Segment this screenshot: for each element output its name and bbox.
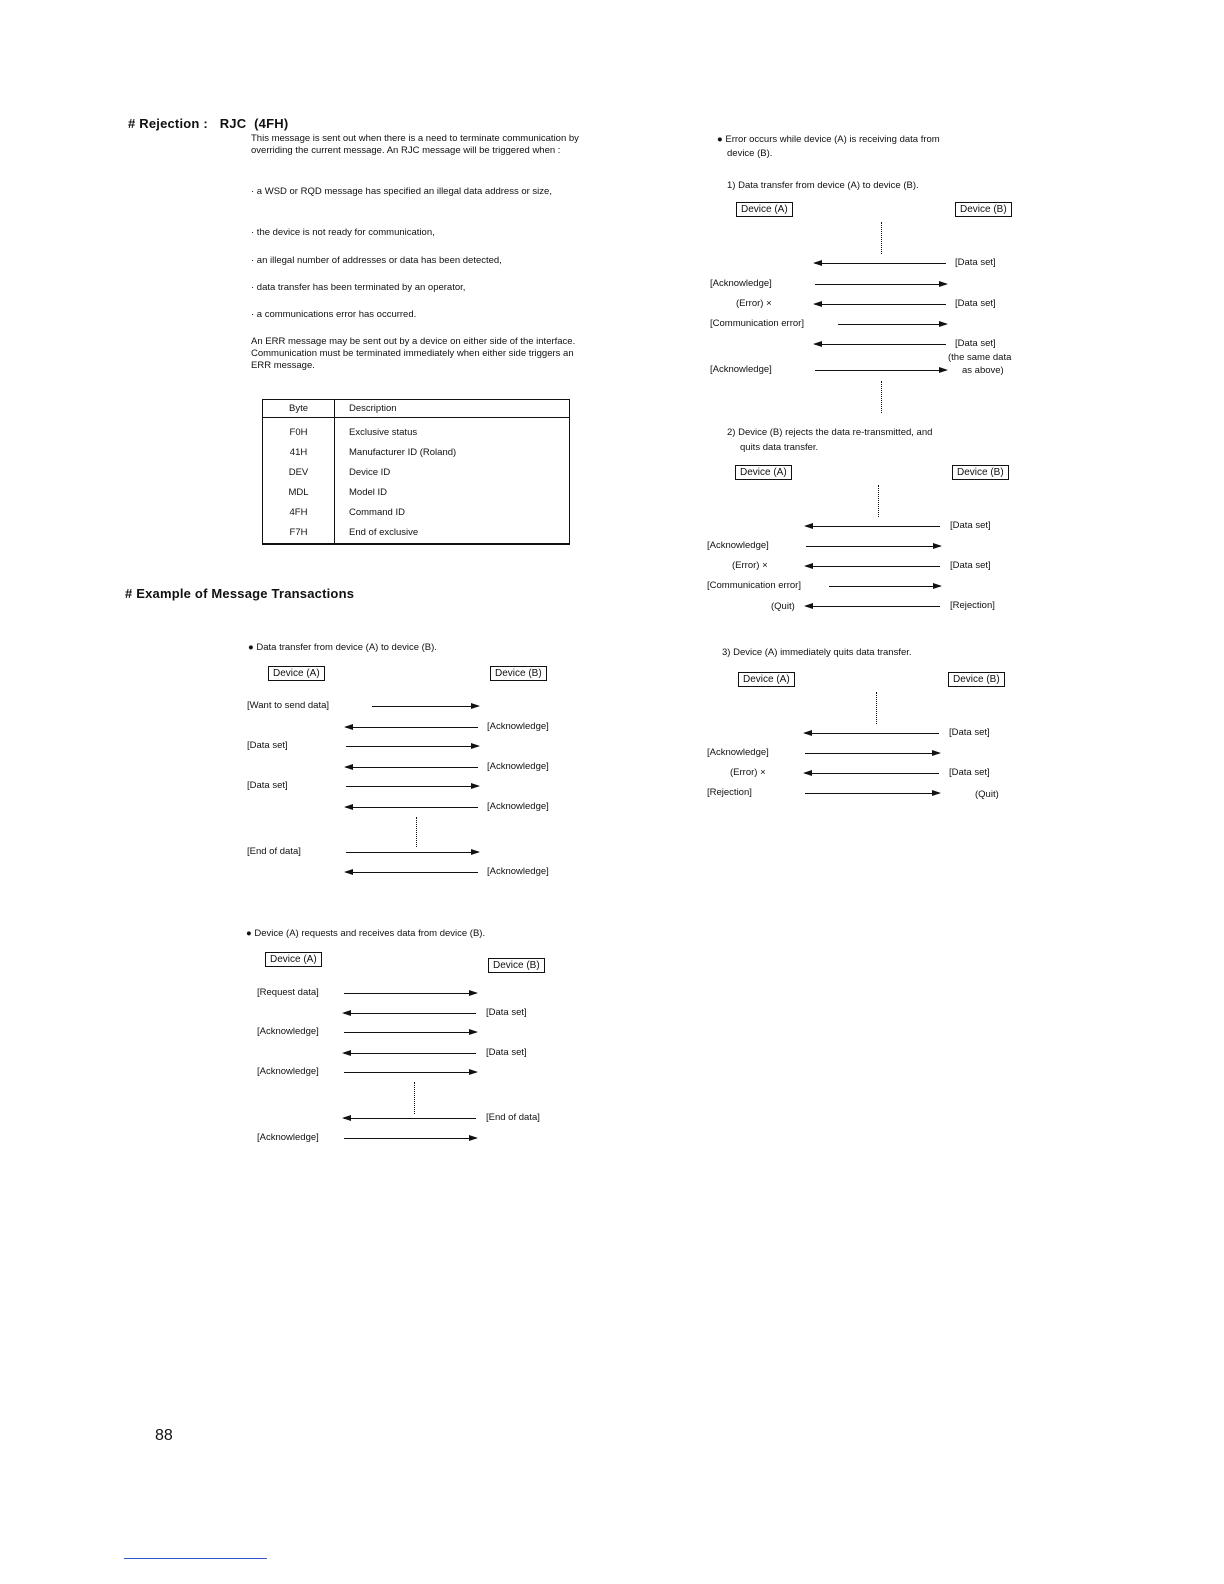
footer-rule — [124, 1558, 267, 1559]
d4-label-quit: (Quit) — [771, 601, 795, 612]
err-note: An ERR message may be sent out by a device on either side of the interface. Communication must be terminated immediately when either side triggers an ERR message. — [251, 336, 576, 371]
d1-arrow-left-4 — [346, 872, 478, 873]
d3-continuation-dots-top — [881, 222, 882, 254]
table-header-byte: Byte — [263, 400, 335, 418]
d4-label-data-set-1: [Data set] — [950, 520, 991, 531]
d5-label-quit: (Quit) — [975, 789, 999, 800]
d2-label-acknowledge-3: [Acknowledge] — [257, 1132, 319, 1143]
d4-arrow-right-2 — [829, 586, 940, 587]
d1-label-acknowledge-3: [Acknowledge] — [487, 801, 549, 812]
d1-label-acknowledge-1: [Acknowledge] — [487, 721, 549, 732]
table-cell-byte: 41H — [263, 443, 335, 463]
d4-label-rejection: [Rejection] — [950, 600, 995, 611]
table-row — [263, 463, 570, 483]
table-row — [263, 503, 570, 523]
d5-label-data-set-2: [Data set] — [949, 767, 990, 778]
d3-label-same-data: (the same data — [948, 352, 1012, 363]
rejection-bullet-1: · a WSD or RQD message has specified an illegal data address or size, — [251, 186, 552, 197]
d5-arrow-left-2 — [805, 773, 939, 774]
d4-device-b-box: Device (B) — [952, 465, 1009, 480]
d3-device-a-box: Device (A) — [736, 202, 793, 217]
d4-label-error: (Error) × — [732, 560, 768, 571]
d2-continuation-dots — [414, 1082, 415, 1114]
table-header-row — [263, 400, 570, 418]
d2-label-request-data: [Request data] — [257, 987, 319, 998]
d2-label-data-set-2: [Data set] — [486, 1047, 527, 1058]
d4-arrow-right-1 — [806, 546, 940, 547]
d4-continuation-dots — [878, 485, 879, 517]
rejection-bullet-4: · data transfer has been terminated by an operator, — [251, 282, 466, 293]
d3-subcaption: 1) Data transfer from device (A) to device (B). — [727, 180, 919, 191]
d2-label-acknowledge-2: [Acknowledge] — [257, 1066, 319, 1077]
rejection-heading-hex: (4FH) — [254, 116, 289, 131]
table-cell-byte: MDL — [263, 483, 335, 503]
d5-device-b-box: Device (B) — [948, 672, 1005, 687]
d3-label-acknowledge-1: [Acknowledge] — [710, 278, 772, 289]
rejection-intro: This message is sent out when there is a need to terminate communication by overriding the current message. An RJC message will be triggered when : — [251, 133, 579, 156]
d5-label-acknowledge: [Acknowledge] — [707, 747, 769, 758]
d3-continuation-dots-bottom — [881, 381, 882, 413]
d1-device-b-box: Device (B) — [490, 666, 547, 681]
page-number: 88 — [155, 1427, 173, 1444]
d3-arrow-right-3 — [815, 370, 946, 371]
d1-arrow-right-3 — [346, 786, 478, 787]
table-header-description: Description — [335, 400, 570, 418]
d5-device-a-box: Device (A) — [738, 672, 795, 687]
d2-device-a-box: Device (A) — [265, 952, 322, 967]
d3-label-as-above: as above) — [962, 365, 1004, 376]
d3-label-error: (Error) × — [736, 298, 772, 309]
d1-label-data-set-2: [Data set] — [247, 780, 288, 791]
d3-arrow-right-2 — [838, 324, 946, 325]
d3-label-communication-error: [Communication error] — [710, 318, 804, 329]
rejection-heading — [128, 116, 288, 131]
d2-arrow-left-2 — [344, 1053, 476, 1054]
d3-label-data-set-3: [Data set] — [955, 338, 996, 349]
d1-label-acknowledge-4: [Acknowledge] — [487, 866, 549, 877]
rejection-bullet-2: · the device is not ready for communication, — [251, 227, 435, 238]
d1-label-data-set-1: [Data set] — [247, 740, 288, 751]
d1-arrow-left-1 — [346, 727, 478, 728]
d5-label-data-set-1: [Data set] — [949, 727, 990, 738]
d1-label-want-to-send-data: [Want to send data] — [247, 700, 330, 711]
d1-continuation-dots — [416, 817, 417, 847]
table-cell-description: Exclusive status — [349, 427, 418, 438]
d1-caption: ● Data transfer from device (A) to device (B). — [248, 642, 437, 653]
d3-arrow-right-1 — [815, 284, 946, 285]
d4-label-acknowledge: [Acknowledge] — [707, 540, 769, 551]
d2-device-b-box: Device (B) — [488, 958, 545, 973]
d1-label-acknowledge-2: [Acknowledge] — [487, 761, 549, 772]
table-cell-byte: DEV — [263, 463, 335, 483]
table-cell-byte: F0H — [263, 418, 335, 444]
d5-arrow-right-2 — [805, 793, 939, 794]
d3-device-b-box: Device (B) — [955, 202, 1012, 217]
d3-caption-line-2: device (B). — [727, 148, 773, 159]
d2-label-data-set-1: [Data set] — [486, 1007, 527, 1018]
rejection-bullet-5: · a communications error has occurred. — [251, 309, 417, 320]
d1-arrow-right-4 — [346, 852, 478, 853]
d2-label-end-of-data: [End of data] — [486, 1112, 540, 1123]
rejection-heading-code: RJC — [219, 116, 247, 131]
d1-arrow-left-2 — [346, 767, 478, 768]
table-row — [263, 523, 570, 544]
d4-arrow-left-3 — [806, 606, 940, 607]
d5-caption: 3) Device (A) immediately quits data transfer. — [722, 647, 912, 658]
d1-arrow-left-3 — [346, 807, 478, 808]
d4-label-communication-error: [Communication error] — [707, 580, 801, 591]
rejection-bullet-3: · an illegal number of addresses or data has been detected, — [251, 255, 502, 266]
d4-caption-line-1: 2) Device (B) rejects the data re-transmitted, and — [727, 427, 933, 438]
table-row — [263, 418, 570, 444]
d2-arrow-right-4 — [344, 1138, 476, 1139]
d3-caption-line-1: ● Error occurs while device (A) is receiving data from — [717, 134, 940, 145]
d2-arrow-right-2 — [344, 1032, 476, 1033]
table-cell-description: Manufacturer ID (Roland) — [349, 447, 457, 458]
table-cell-byte: 4FH — [263, 503, 335, 523]
table-cell-description: End of exclusive — [349, 527, 419, 538]
d4-device-a-box: Device (A) — [735, 465, 792, 480]
d4-label-data-set-2: [Data set] — [950, 560, 991, 571]
d5-arrow-left-1 — [805, 733, 939, 734]
table-cell-byte: F7H — [263, 523, 335, 544]
d2-arrow-right-1 — [344, 993, 476, 994]
d1-label-end-of-data: [End of data] — [247, 846, 301, 857]
d5-label-rejection: [Rejection] — [707, 787, 752, 798]
d4-caption-line-2: quits data transfer. — [740, 442, 819, 453]
d3-label-data-set-2: [Data set] — [955, 298, 996, 309]
table-cell-description: Model ID — [349, 487, 388, 498]
d4-arrow-left-1 — [806, 526, 940, 527]
table-cell-description: Command ID — [349, 507, 405, 518]
rejection-heading-prefix: # Rejection : — [128, 116, 208, 131]
d5-continuation-dots — [876, 692, 877, 724]
d2-caption: ● Device (A) requests and receives data from device (B). — [246, 928, 486, 939]
d5-label-error: (Error) × — [730, 767, 766, 778]
d1-arrow-right-1 — [372, 706, 478, 707]
d3-arrow-left-1 — [815, 263, 946, 264]
d2-arrow-right-3 — [344, 1072, 476, 1073]
d3-label-data-set-1: [Data set] — [955, 257, 996, 268]
d3-arrow-left-2 — [815, 304, 946, 305]
d5-arrow-right-1 — [805, 753, 939, 754]
table-cell-description: Device ID — [349, 467, 391, 478]
d2-label-acknowledge-1: [Acknowledge] — [257, 1026, 319, 1037]
d2-arrow-left-3 — [344, 1118, 476, 1119]
d1-arrow-right-2 — [346, 746, 478, 747]
d4-arrow-left-2 — [806, 566, 940, 567]
d2-arrow-left-1 — [344, 1013, 476, 1014]
d1-device-a-box: Device (A) — [268, 666, 325, 681]
table-row — [263, 483, 570, 503]
d3-label-acknowledge-2: [Acknowledge] — [710, 364, 772, 375]
table-row — [263, 443, 570, 463]
example-heading: # Example of Message Transactions — [125, 586, 355, 601]
d3-arrow-left-3 — [815, 344, 946, 345]
message-format-table — [262, 399, 570, 545]
